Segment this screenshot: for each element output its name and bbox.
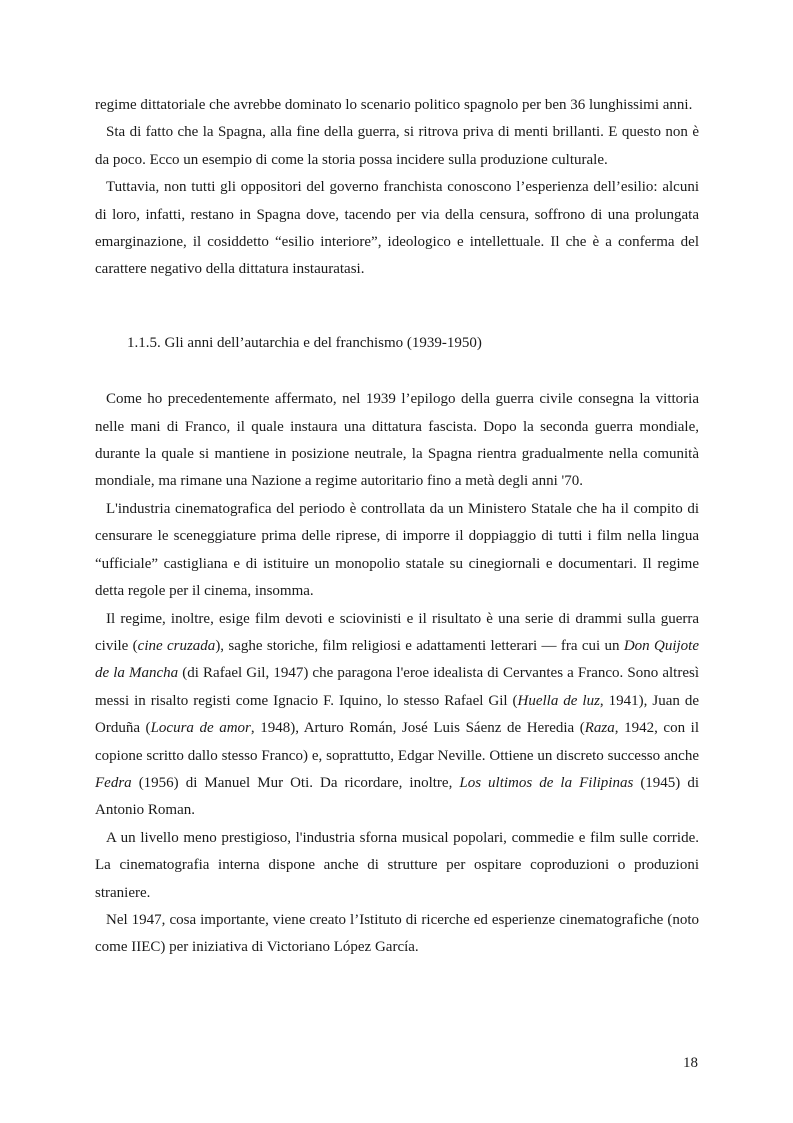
page-number: 18	[683, 1055, 698, 1071]
text-run: ), saghe storiche, film religiosi e adattamenti letterari — fra cui un	[215, 637, 624, 654]
paragraph-internal-exile: Tuttavia, non tutti gli oppositori del governo franchista conoscono l’esperienza dell’esilio: alcuni di loro, infatti, restano in Spagna dove, tacendo per via della censura, soffrono di una prolungata emarginazione, il cosiddetto “esilio interiore”, ideologico e intellettuale. Il che è a conferma del carattere negativo della dittatura instauratasi.	[95, 179, 699, 278]
paragraph-popular-industry: A un livello meno prestigioso, l'industria sforna musical popolari, commedie e film sulle corride. La cinematografia interna dispone anche di strutture per ospitare coproduzioni o produzioni straniere.	[95, 829, 699, 901]
paragraph-spain-without-minds: Sta di fatto che la Spagna, alla fine della guerra, si ritrova priva di menti brillanti. E questo non è da poco. Ecco un esempio di come la storia possa incidere sulla produzione culturale.	[95, 124, 699, 168]
text-run: , 1948), Arturo Román, José Luis Sáenz de Heredia (	[250, 720, 585, 737]
italic-title-raza: Raza	[584, 720, 615, 737]
text-run: , 1942, con il copione scritto dallo stesso Franco) e, soprattutto, Edgar Neville. Ottiene un discreto successo anche	[95, 720, 699, 764]
text-run: (di Rafael Gil, 1947) che paragona l'eroe idealista di Cervantes a Franco. Sono altresì messi in risalto registi come Ignacio F. Iquino, lo stesso Rafael Gil (	[95, 665, 699, 709]
text-run: Il regime, inoltre, esige film devoti e sciovinisti e il risultato è una serie di drammi sulla guerra civile (	[95, 610, 699, 654]
italic-title-los-ultimos: Los ultimos de la Filipinas	[459, 774, 634, 791]
italic-title-cine-cruzada: cine cruzada	[137, 637, 216, 654]
text-run: (1956) di Manuel Mur Oti. Da ricordare, inoltre,	[131, 774, 460, 791]
paragraph-regime-films	[95, 606, 699, 825]
italic-title-don-quijote: Don Quijote de la Mancha	[95, 637, 699, 682]
paragraph-regime-continuation: regime dittatoriale che avrebbe dominato lo scenario politico spagnolo per ben 36 lunghissimi anni.	[95, 97, 693, 113]
italic-title-huella-de-luz: Huella de luz	[517, 692, 600, 709]
text-run: (1945) di Antonio Roman.	[95, 774, 699, 819]
section-heading: 1.1.5. Gli anni dell’autarchia e del franchismo (1939-1950)	[127, 334, 482, 351]
paragraph-iiec: Nel 1947, cosa importante, viene creato l’Istituto di ricerche ed esperienze cinematografiche (noto come IIEC) per iniziativa di Victoriano López García.	[95, 911, 699, 956]
italic-title-locura-de-amor: Locura de amor	[150, 720, 251, 737]
italic-title-fedra: Fedra	[95, 774, 132, 791]
document-page	[95, 92, 699, 962]
paragraph-franco-dictatorship: Come ho precedentemente affermato, nel 1939 l’epilogo della guerra civile consegna la vittoria nelle mani di Franco, il quale instaura una dittatura fascista. Dopo la seconda guerra mondiale, durante la quale si mantiene in posizione neutrale, la Spagna rientra gradualmente nella comunità mondiale, ma rimane una Nazione a regime autoritario fino a metà degli anni '70.	[95, 391, 699, 490]
paragraph-film-industry-control: L'industria cinematografica del periodo è controllata da un Ministero Statale che ha il compito di censurare le sceneggiature prima delle riprese, di imporre il doppiaggio di tutti i film nella lingua “ufficiale” castigliana e di istituire un monopolio statale su cinegiornali e documentari. Il regime detta regole per il cinema, insomma.	[95, 500, 699, 600]
text-run: , 1941), Juan de Orduña (	[95, 692, 699, 737]
